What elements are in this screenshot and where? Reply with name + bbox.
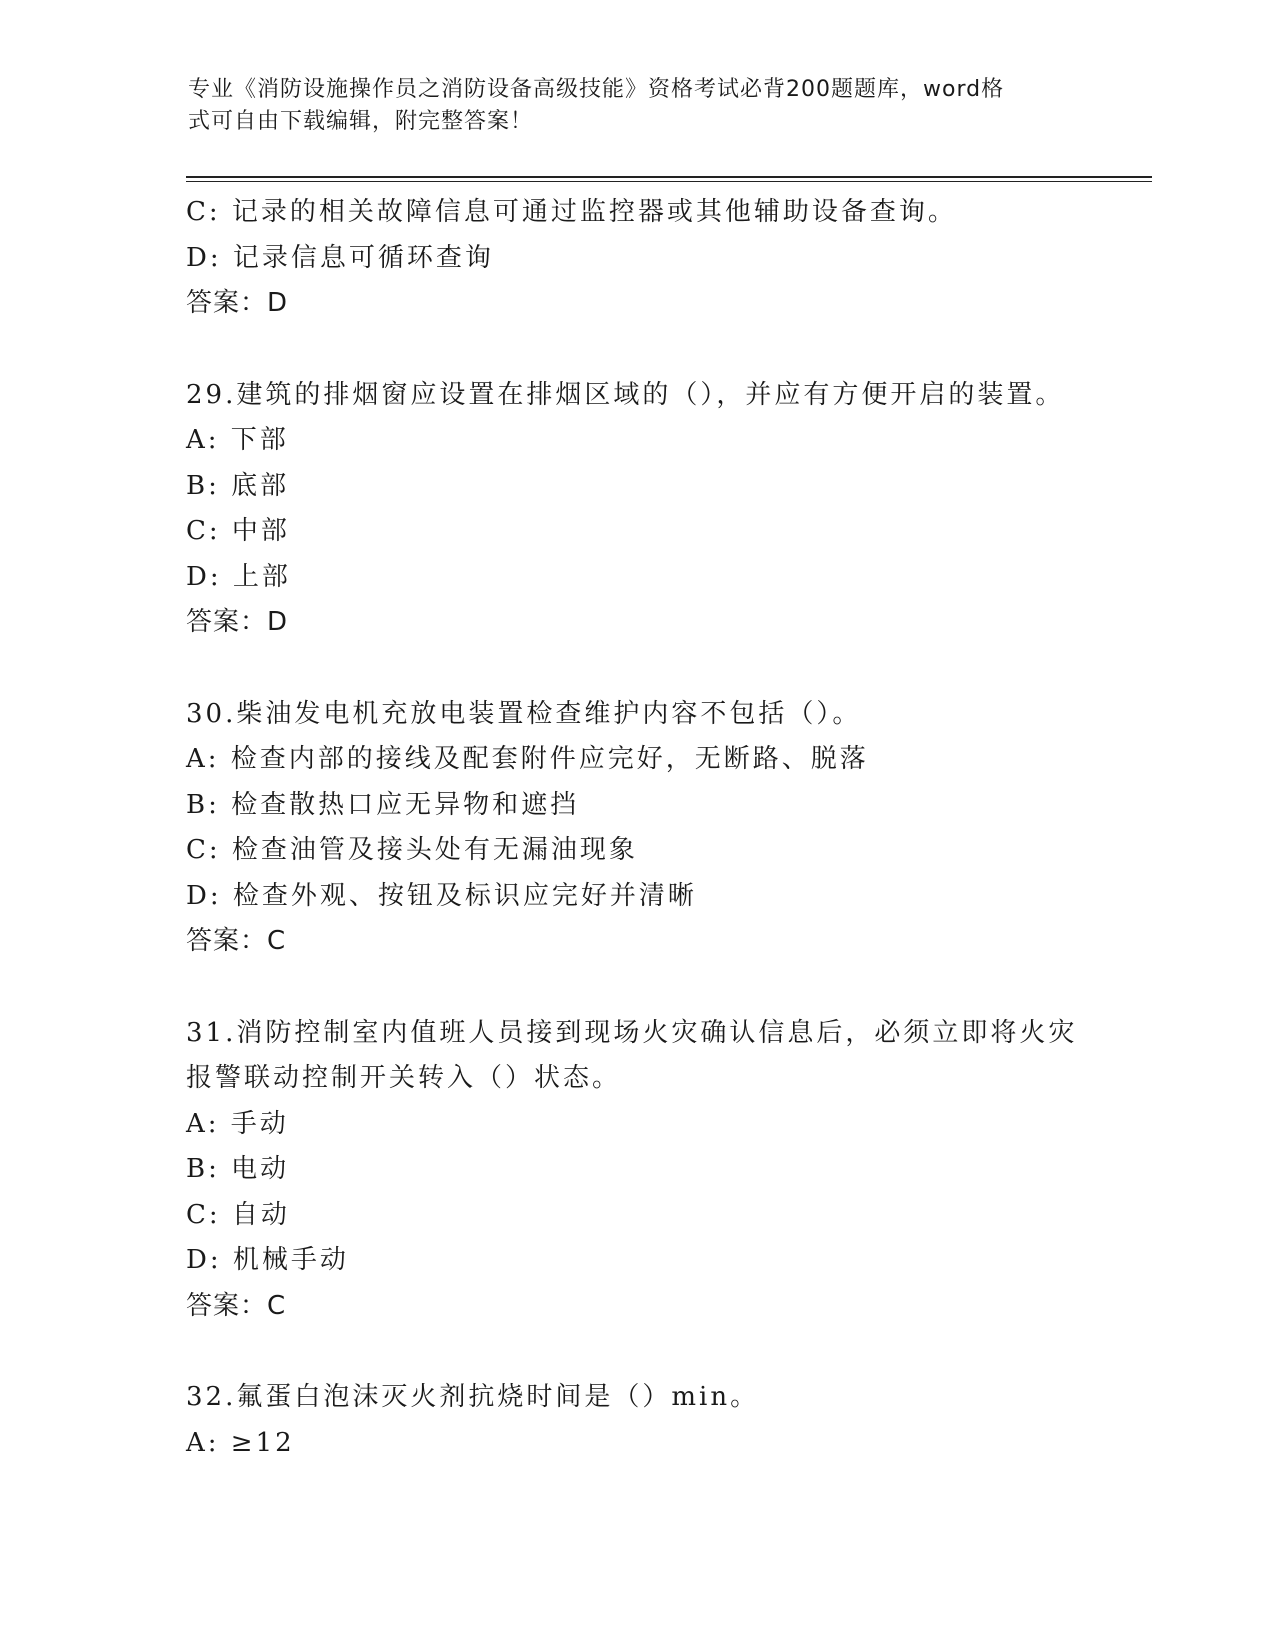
- answer-line: 答案：C: [186, 926, 287, 956]
- option-b: B: 电动: [186, 1154, 290, 1184]
- question-content: [186, 190, 1106, 1466]
- option-d: D: 检查外观、按钮及标识应完好并清晰: [186, 880, 697, 911]
- option-d: D: 上部: [186, 561, 291, 592]
- question-30: [186, 692, 1106, 965]
- question-29: [186, 373, 1106, 646]
- question-stem: 29.建筑的排烟窗应设置在排烟区域的（），并应有方便开启的装置。: [186, 379, 1065, 410]
- option-a: A: ≥12: [186, 1427, 295, 1458]
- option-d: D: 机械手动: [186, 1245, 349, 1275]
- option-d: D: 记录信息可循环查询: [186, 242, 494, 273]
- answer-line: 答案：C: [186, 1290, 287, 1321]
- option-b: B: 底部: [186, 470, 290, 501]
- option-a: A: 下部: [186, 425, 289, 455]
- question-32: [186, 1375, 1106, 1466]
- answer-line: 答案：D: [186, 607, 289, 637]
- option-c: C: 中部: [186, 516, 290, 546]
- question-stem: 32.氟蛋白泡沫灭火剂抗烧时间是（）min。: [186, 1382, 760, 1412]
- option-c: C: 自动: [186, 1199, 290, 1230]
- question-stem: 31.消防控制室内值班人员接到现场火灾确认信息后，必须立即将火灾: [186, 1017, 1078, 1048]
- document-header: [188, 74, 1068, 138]
- option-a: A: 检查内部的接线及配套附件应完好，无断路、脱落: [186, 744, 869, 774]
- option-c: C: 记录的相关故障信息可通过监控器或其他辅助设备查询。: [186, 197, 957, 227]
- option-b: B: 检查散热口应无异物和遮挡: [186, 789, 580, 820]
- option-a: A: 手动: [186, 1108, 289, 1139]
- question-stem-continued: 报警联动控制开关转入（）状态。: [186, 1063, 622, 1093]
- question-31: [186, 1011, 1106, 1330]
- header-divider: [186, 176, 1152, 182]
- answer-line: 答案：D: [186, 288, 289, 318]
- question-stem: 30.柴油发电机充放电装置检查维护内容不包括（）。: [186, 698, 862, 729]
- header-line-2: 式可自由下载编辑，附完整答案！: [188, 109, 534, 134]
- carryover-block: [186, 190, 1106, 327]
- header-line-1: 专业《消防设施操作员之消防设备高级技能》资格考试必背200题题库，word格: [188, 77, 1005, 102]
- option-c: C: 检查油管及接头处有无漏油现象: [186, 835, 638, 865]
